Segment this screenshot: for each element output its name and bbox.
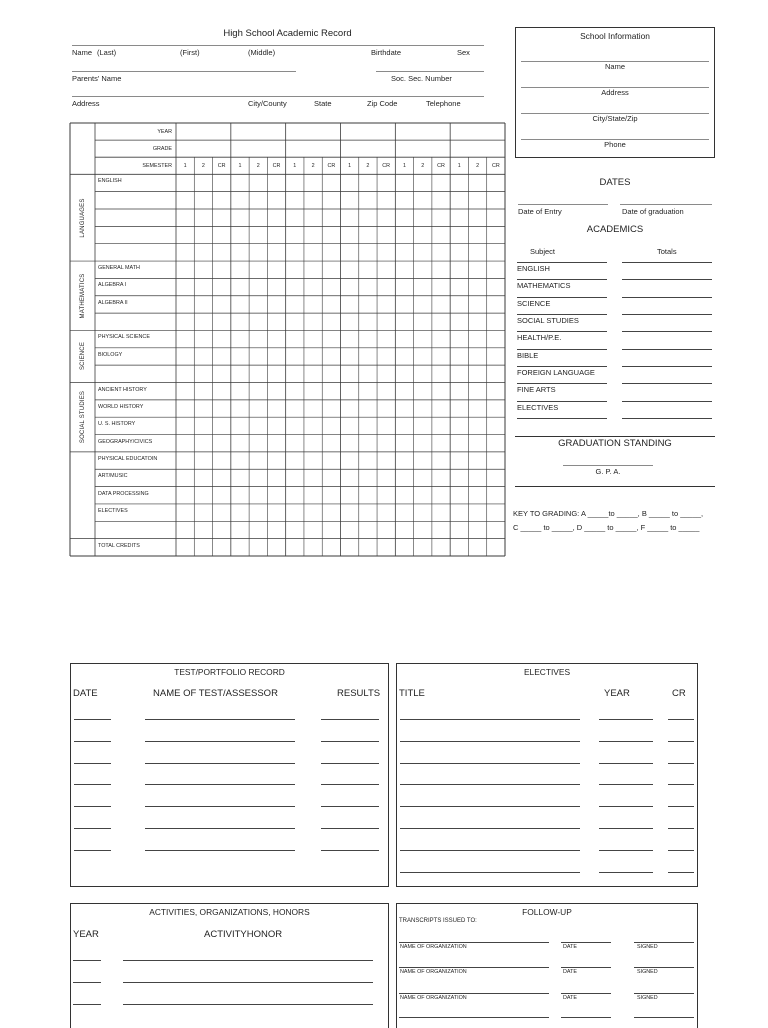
academics-subject-line[interactable] bbox=[517, 349, 607, 350]
academics-subject: SOCIAL STUDIES bbox=[517, 316, 579, 326]
grid-semester-col-label: 1 bbox=[402, 162, 406, 169]
academics-subject-line[interactable] bbox=[517, 383, 607, 384]
activity-honor-line[interactable] bbox=[123, 1004, 373, 1005]
school-info-box bbox=[515, 27, 715, 158]
subject-row-label: PHYSICAL SCIENCE bbox=[98, 334, 150, 341]
followup-signed-line[interactable] bbox=[634, 942, 694, 943]
followup-org-label: NAME OF ORGANIZATION bbox=[400, 995, 467, 1001]
test-results-line[interactable] bbox=[321, 806, 379, 807]
activities-title: ACTIVITIES, ORGANIZATIONS, HONORS bbox=[149, 907, 310, 917]
academics-subject-line[interactable] bbox=[517, 331, 607, 332]
grid-semester-col-label: 1 bbox=[457, 162, 461, 169]
followup-org-line[interactable] bbox=[399, 993, 549, 994]
grid-semester-col-label: 1 bbox=[348, 162, 352, 169]
academics-subject: ENGLISH bbox=[517, 264, 550, 273]
test-results-line[interactable] bbox=[321, 763, 379, 764]
followup-box bbox=[396, 903, 698, 1028]
grading-divider bbox=[515, 486, 715, 487]
test-date-line[interactable] bbox=[74, 741, 111, 742]
elective-title-line[interactable] bbox=[400, 850, 580, 851]
grid-semester-col-label: 1 bbox=[238, 162, 242, 169]
subject-row-label: BIOLOGY bbox=[98, 351, 123, 358]
total-credits-label: TOTAL CREDITS bbox=[98, 542, 140, 549]
academics-totals-line[interactable] bbox=[622, 418, 712, 419]
followup-signed-line[interactable] bbox=[634, 993, 694, 994]
followup-signed-line[interactable] bbox=[634, 967, 694, 968]
test-results-line[interactable] bbox=[321, 850, 379, 851]
test-results-header: RESULTS bbox=[337, 688, 381, 699]
academics-subject: ELECTIVES bbox=[517, 402, 559, 412]
followup-date-line[interactable] bbox=[561, 942, 611, 943]
grid-semester-col-label: 2 bbox=[256, 162, 260, 169]
birthdate-label: Birthdate bbox=[371, 48, 402, 57]
academics-totals-line[interactable] bbox=[622, 297, 712, 298]
subject-row-label: ALGEBRA I bbox=[98, 282, 127, 289]
test-name-line[interactable] bbox=[145, 741, 295, 742]
grading-key-line-1: KEY TO GRADING: A _____to _____, B _____ to _____, bbox=[513, 509, 704, 518]
academics-totals-line[interactable] bbox=[622, 401, 712, 402]
elective-title-line[interactable] bbox=[400, 784, 580, 785]
activity-honor-line[interactable] bbox=[123, 982, 373, 983]
elective-year-line[interactable] bbox=[599, 828, 653, 829]
graduation-date-label: Date of graduation bbox=[622, 207, 684, 216]
group-label-mathematics: MATHEMATICS bbox=[79, 273, 86, 319]
elective-cr-line[interactable] bbox=[668, 872, 694, 873]
elective-cr-line[interactable] bbox=[668, 763, 694, 764]
name-label: Name bbox=[72, 48, 93, 57]
elective-cr-line[interactable] bbox=[668, 850, 694, 851]
followup-date-line[interactable] bbox=[561, 1017, 611, 1018]
page-title: High School Academic Record bbox=[223, 28, 352, 39]
school-city-label: City/State/Zip bbox=[592, 114, 638, 123]
grading-key-line-2: C _____ to _____, D _____ to _____, F _____ to _____ bbox=[513, 523, 700, 532]
last-name-label: (Last) bbox=[97, 48, 117, 57]
academics-title: ACADEMICS bbox=[515, 224, 715, 235]
grid-semester-col-label: 1 bbox=[293, 162, 297, 169]
test-date-line[interactable] bbox=[74, 806, 111, 807]
subject-header: Subject bbox=[530, 247, 556, 256]
test-date-line[interactable] bbox=[74, 763, 111, 764]
electives-title: ELECTIVES bbox=[523, 667, 571, 677]
electives-title-header: TITLE bbox=[399, 688, 425, 699]
elective-title-line[interactable] bbox=[400, 763, 580, 764]
parents-name-label: Parents' Name bbox=[72, 74, 122, 83]
elective-year-line[interactable] bbox=[599, 784, 653, 785]
followup-signed-label: SIGNED bbox=[637, 969, 658, 975]
activity-year-line[interactable] bbox=[73, 1004, 101, 1005]
telephone-label: Telephone bbox=[426, 99, 461, 108]
test-name-line[interactable] bbox=[145, 828, 295, 829]
elective-cr-line[interactable] bbox=[668, 806, 694, 807]
elective-year-line[interactable] bbox=[599, 850, 653, 851]
group-label-science: SCIENCE bbox=[79, 342, 86, 371]
elective-title-line[interactable] bbox=[400, 719, 580, 720]
entry-date-label: Date of Entry bbox=[518, 207, 562, 216]
test-date-line[interactable] bbox=[74, 784, 111, 785]
followup-date-line[interactable] bbox=[561, 993, 611, 994]
grid-header-grade: GRADE bbox=[152, 145, 172, 152]
elective-title-line[interactable] bbox=[400, 872, 580, 873]
state-label: State bbox=[314, 99, 332, 108]
graduation-title: GRADUATION STANDING bbox=[558, 438, 672, 449]
academics-totals-line[interactable] bbox=[622, 383, 712, 384]
followup-date-line[interactable] bbox=[561, 967, 611, 968]
followup-signed-label: SIGNED bbox=[637, 944, 658, 950]
test-date-line[interactable] bbox=[74, 850, 111, 851]
test-results-line[interactable] bbox=[321, 741, 379, 742]
city-county-label: City/County bbox=[248, 99, 287, 108]
test-record-box bbox=[70, 663, 389, 887]
elective-year-line[interactable] bbox=[599, 806, 653, 807]
electives-cr-header: CR bbox=[672, 688, 686, 699]
followup-org-line[interactable] bbox=[399, 967, 549, 968]
entry-date-line bbox=[518, 204, 608, 205]
school-address-label: Address bbox=[601, 88, 629, 97]
test-name-line[interactable] bbox=[145, 719, 295, 720]
academics-subject-line[interactable] bbox=[517, 279, 607, 280]
academics-subject: HEALTH/P.E. bbox=[517, 333, 562, 343]
group-label-languages: LANGUAGES bbox=[79, 198, 86, 238]
test-date-line[interactable] bbox=[74, 719, 111, 720]
grid-semester-col-label: CR bbox=[382, 162, 391, 169]
academics-subject-line[interactable] bbox=[517, 418, 607, 419]
activity-year-line[interactable] bbox=[73, 982, 101, 983]
academics-totals-line[interactable] bbox=[622, 331, 712, 332]
elective-title-line[interactable] bbox=[400, 828, 580, 829]
subject-row-label: ANCIENT HISTORY bbox=[98, 386, 147, 393]
activity-honor-line[interactable] bbox=[123, 960, 373, 961]
school-name-label: Name bbox=[604, 62, 625, 71]
address-label: Address bbox=[72, 99, 100, 108]
group-label-social-studies: SOCIAL STUDIES bbox=[79, 391, 86, 444]
sex-label: Sex bbox=[457, 48, 470, 57]
academics-totals-line[interactable] bbox=[622, 314, 712, 315]
electives-box bbox=[396, 663, 698, 887]
academics-subject-line[interactable] bbox=[517, 262, 607, 263]
school-phone-label: Phone bbox=[604, 140, 626, 149]
subject-row-label: PHYSICAL EDUCATOIN bbox=[98, 455, 158, 462]
grid-semester-col-label: 2 bbox=[366, 162, 370, 169]
followup-org-label: NAME OF ORGANIZATION bbox=[400, 944, 467, 950]
grid-semester-col-label: CR bbox=[217, 162, 226, 169]
elective-cr-line[interactable] bbox=[668, 719, 694, 720]
grid-header-semester: SEMESTER bbox=[142, 162, 172, 169]
elective-year-line[interactable] bbox=[599, 763, 653, 764]
gpa-line bbox=[563, 465, 653, 466]
subject-row-label: ENGLISH bbox=[98, 178, 122, 185]
grid-semester-col-label: 2 bbox=[476, 162, 480, 169]
academics-subject-line[interactable] bbox=[517, 366, 607, 367]
elective-cr-line[interactable] bbox=[668, 784, 694, 785]
test-date-header: DATE bbox=[73, 688, 98, 699]
test-name-line[interactable] bbox=[145, 763, 295, 764]
academics-subject: FOREIGN LANGUAGE bbox=[517, 368, 595, 378]
subject-row-label: GENERAL MATH bbox=[98, 265, 140, 272]
test-results-line[interactable] bbox=[321, 719, 379, 720]
followup-org-line[interactable] bbox=[399, 1017, 549, 1018]
grid-semester-col-label: CR bbox=[437, 162, 445, 169]
activities-box bbox=[70, 903, 389, 1028]
grid-semester-col-label: CR bbox=[491, 162, 500, 169]
test-results-line[interactable] bbox=[321, 784, 379, 785]
grid-semester-col-label: CR bbox=[327, 162, 336, 169]
academics-subject: MATHEMATICS bbox=[517, 281, 571, 291]
test-name-header: NAME OF TEST/ASSESSOR bbox=[153, 688, 278, 699]
subject-row-label: ALGEBRA II bbox=[98, 299, 128, 306]
followup-date-label: DATE bbox=[563, 944, 577, 950]
academics-subject-line[interactable] bbox=[517, 297, 607, 298]
followup-date-label: DATE bbox=[563, 995, 577, 1001]
test-record-title: TEST/PORTFOLIO RECORD bbox=[174, 667, 285, 677]
subject-row-label: DATA PROCESSING bbox=[98, 490, 149, 497]
academics-subject: SCIENCE bbox=[517, 298, 551, 308]
electives-year-header: YEAR bbox=[604, 688, 630, 699]
elective-year-line[interactable] bbox=[599, 741, 653, 742]
activity-year-line[interactable] bbox=[73, 960, 101, 961]
followup-title: FOLLOW-UP bbox=[522, 907, 572, 917]
test-name-line[interactable] bbox=[145, 784, 295, 785]
academics-totals-line[interactable] bbox=[622, 366, 712, 367]
totals-header: Totals bbox=[657, 247, 677, 256]
academics-totals-line[interactable] bbox=[622, 349, 712, 350]
academics-totals-line[interactable] bbox=[622, 262, 712, 263]
activities-honor-header: ACTIVITYHONOR bbox=[204, 929, 283, 940]
test-date-line[interactable] bbox=[74, 828, 111, 829]
academics-subject-line[interactable] bbox=[517, 314, 607, 315]
gpa-label: G. P. A. bbox=[595, 467, 621, 476]
elective-year-line[interactable] bbox=[599, 872, 653, 873]
test-results-line[interactable] bbox=[321, 828, 379, 829]
followup-org-line[interactable] bbox=[399, 942, 549, 943]
followup-signed-line[interactable] bbox=[634, 1017, 694, 1018]
activities-year-header: YEAR bbox=[73, 929, 99, 940]
grid-semester-col-label: 2 bbox=[421, 162, 425, 169]
grid-semester-col-label: 2 bbox=[201, 162, 205, 169]
subject-row-label: GEOGRAPHY/CIVICS bbox=[98, 438, 153, 445]
subject-row-label: ELECTIVES bbox=[98, 507, 128, 514]
graduation-divider bbox=[515, 436, 715, 437]
graduation-date-line bbox=[620, 204, 712, 205]
followup-date-label: DATE bbox=[563, 969, 577, 975]
elective-cr-line[interactable] bbox=[668, 741, 694, 742]
dates-title: DATES bbox=[599, 177, 631, 188]
subject-row-label: ART/MUSIC bbox=[98, 473, 128, 480]
grid-semester-col-label: CR bbox=[272, 162, 281, 169]
elective-year-line[interactable] bbox=[599, 719, 653, 720]
academics-subject: FINE ARTS bbox=[517, 385, 556, 395]
academics-subject: BIBLE bbox=[517, 350, 539, 360]
test-name-line[interactable] bbox=[145, 850, 295, 851]
middle-name-label: (Middle) bbox=[248, 48, 276, 57]
followup-org-label: NAME OF ORGANIZATION bbox=[400, 969, 467, 975]
grid-semester-col-label: 2 bbox=[311, 162, 315, 169]
elective-title-line[interactable] bbox=[400, 741, 580, 742]
grid-semester-col-label: 1 bbox=[183, 162, 187, 169]
school-info-title: School Information bbox=[580, 31, 650, 41]
subject-row-label: U. S. HISTORY bbox=[98, 421, 136, 428]
followup-subtitle: TRANSCRIPTS ISSUED TO: bbox=[399, 918, 477, 924]
academics-totals-line[interactable] bbox=[622, 279, 712, 280]
elective-title-line[interactable] bbox=[400, 806, 580, 807]
zip-code-label: Zip Code bbox=[367, 99, 398, 108]
academics-subject-line[interactable] bbox=[517, 401, 607, 402]
first-name-label: (First) bbox=[180, 48, 200, 57]
subject-row-label: WORLD HISTORY bbox=[98, 403, 144, 410]
elective-cr-line[interactable] bbox=[668, 828, 694, 829]
test-name-line[interactable] bbox=[145, 806, 295, 807]
followup-signed-label: SIGNED bbox=[637, 995, 658, 1001]
grid-header-year: YEAR bbox=[157, 128, 172, 135]
ssn-label: Soc. Sec. Number bbox=[391, 74, 452, 83]
